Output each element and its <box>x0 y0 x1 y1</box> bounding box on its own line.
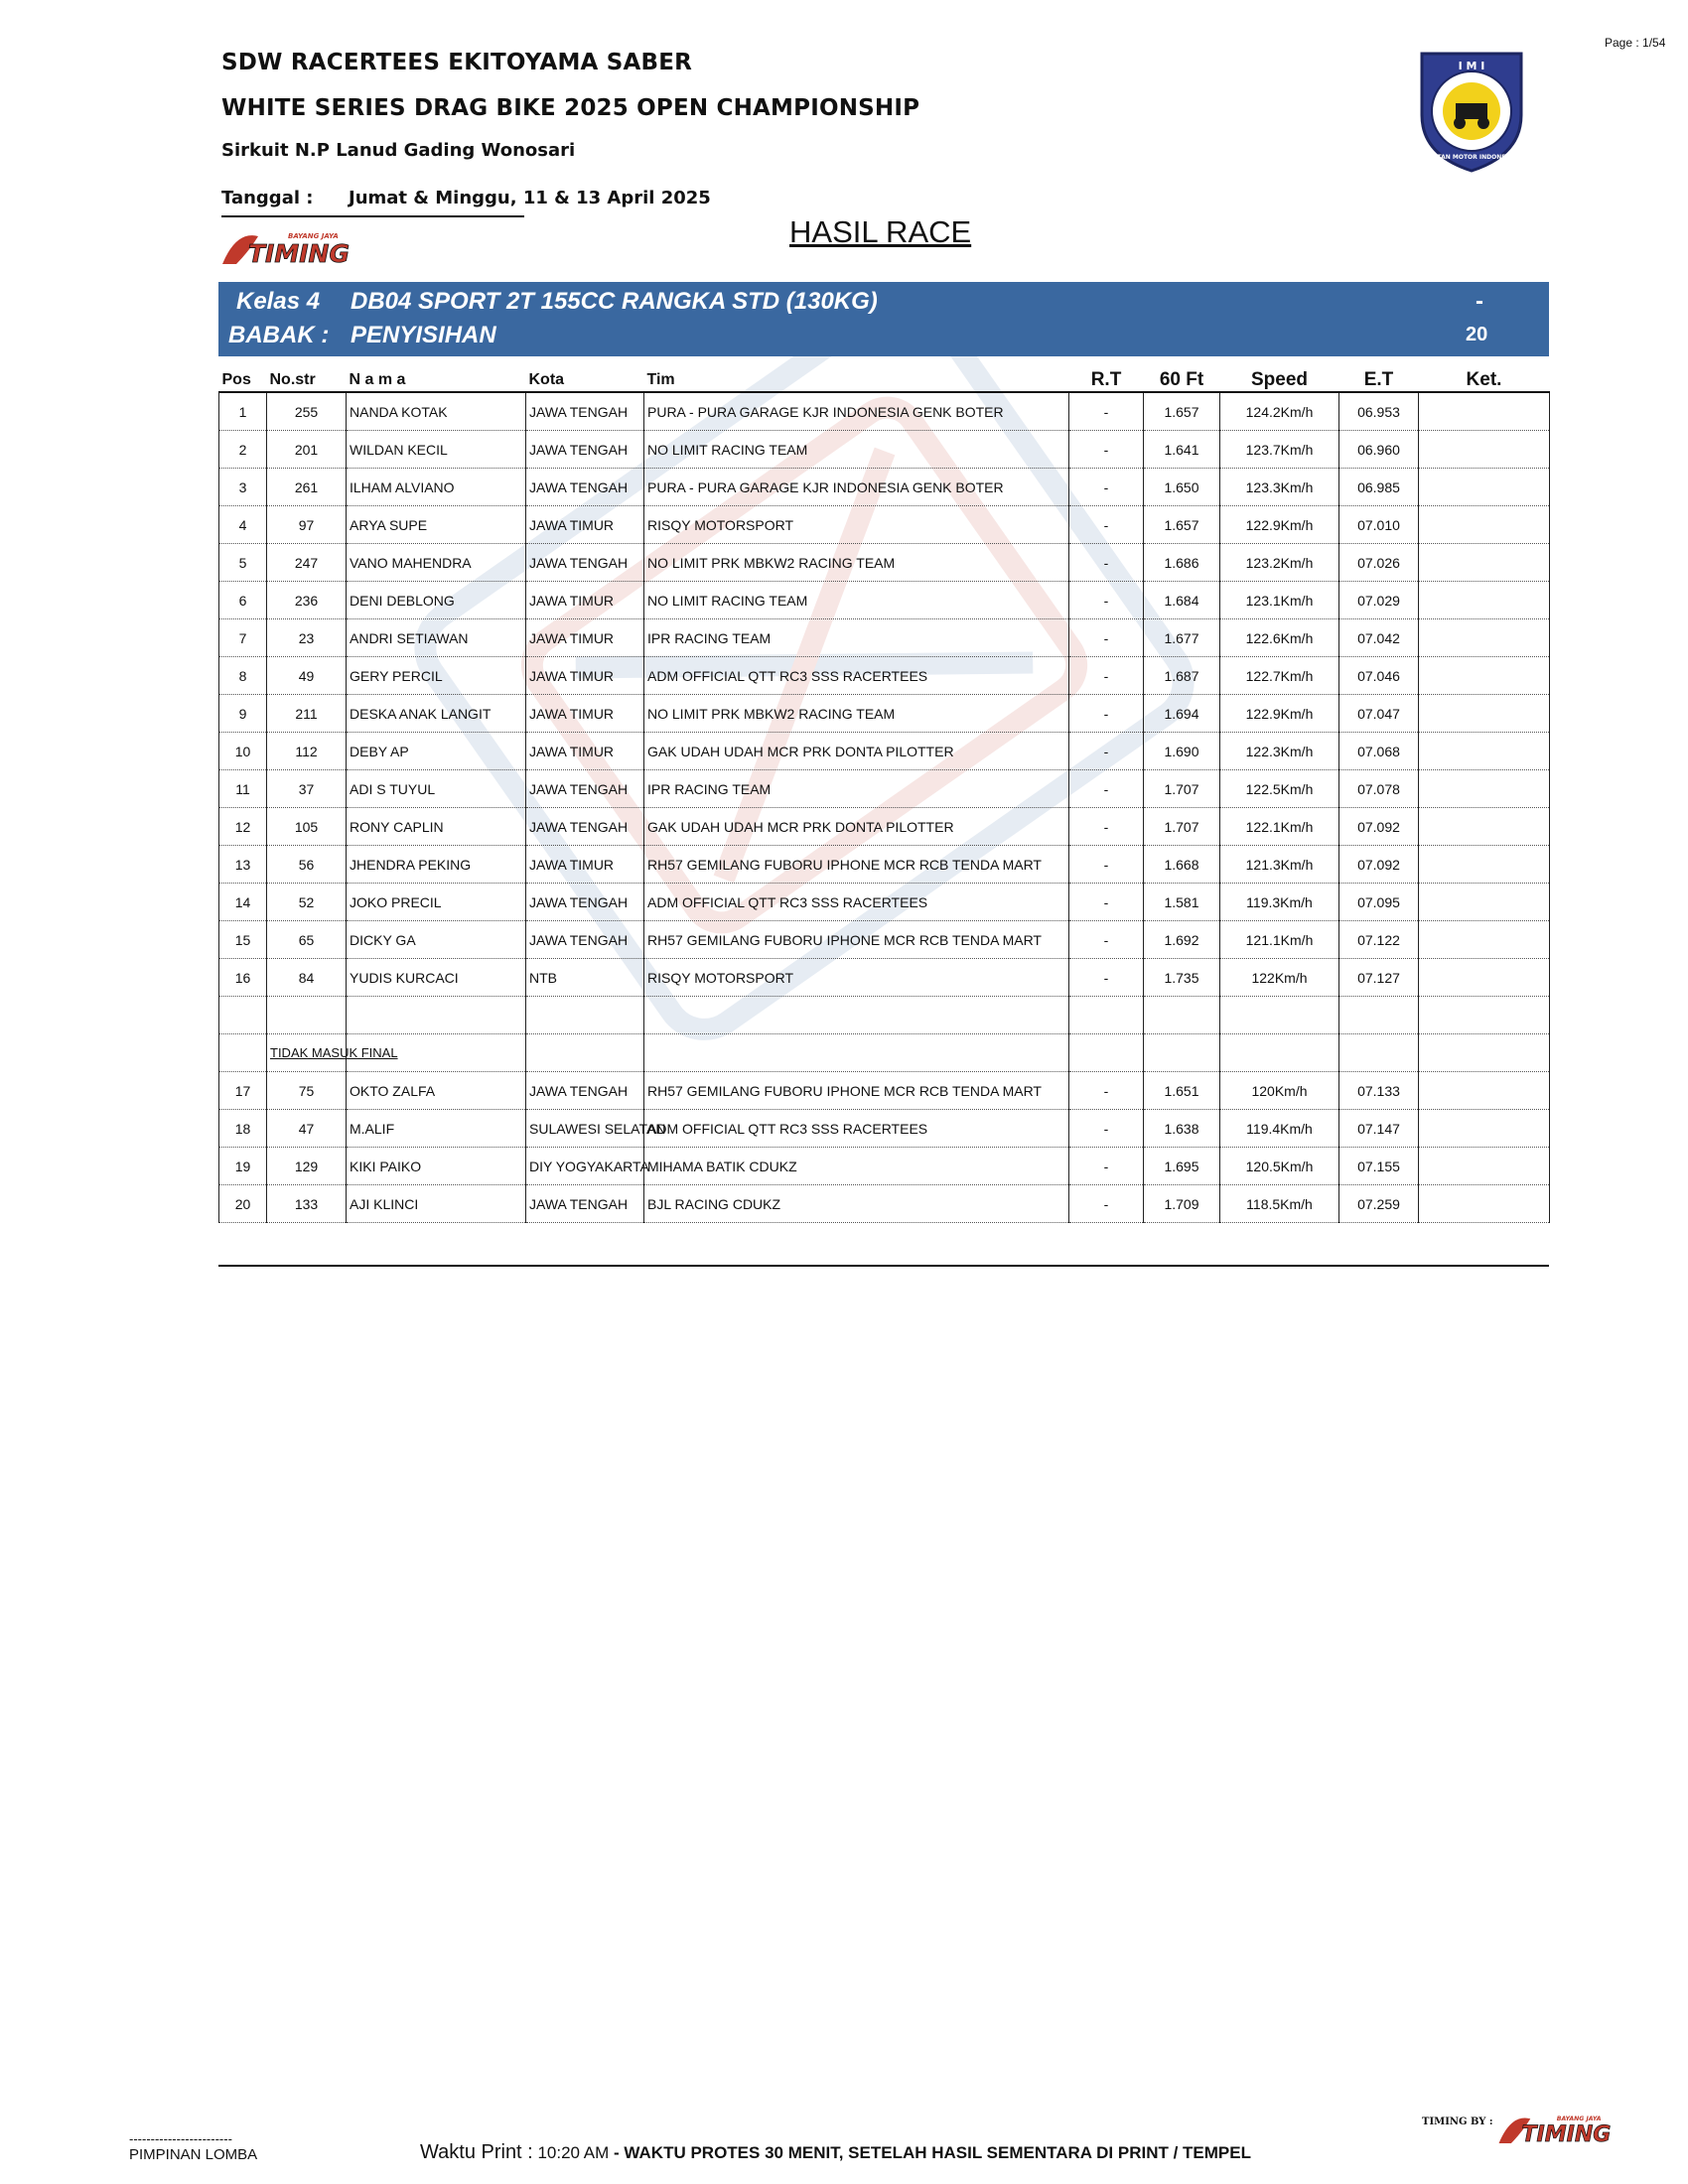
cell-tim: NO LIMIT PRK MBKW2 RACING TEAM <box>644 544 1069 582</box>
cell-tim: NO LIMIT PRK MBKW2 RACING TEAM <box>644 695 1069 733</box>
cell-speed: 120.5Km/h <box>1220 1148 1339 1185</box>
cell-pos: 15 <box>219 921 267 959</box>
cell-kota: JAWA TIMUR <box>526 695 644 733</box>
cell-ket <box>1419 431 1550 469</box>
cell-ket <box>1419 1185 1550 1223</box>
cell-tim: PURA - PURA GARAGE KJR INDONESIA GENK BOTER <box>644 392 1069 431</box>
cell-et: 07.010 <box>1339 506 1419 544</box>
cell-no-str: 49 <box>267 657 347 695</box>
cell-kota: JAWA TENGAH <box>526 469 644 506</box>
cell-no-str: 211 <box>267 695 347 733</box>
cell-nama: DEBY AP <box>347 733 526 770</box>
cell-60ft: 1.650 <box>1144 469 1220 506</box>
cell-60ft: 1.657 <box>1144 392 1220 431</box>
table-row <box>219 431 1550 469</box>
cell-60ft: 1.692 <box>1144 921 1220 959</box>
cell-speed: 121.3Km/h <box>1220 846 1339 884</box>
col-nama: N a m a <box>347 369 526 392</box>
cell-et: 06.960 <box>1339 431 1419 469</box>
cell-nama: GERY PERCIL <box>347 657 526 695</box>
table-row <box>219 1148 1550 1185</box>
results-body <box>219 392 1550 1223</box>
cell-ket <box>1419 657 1550 695</box>
timing-logo-small-text: BAYANG JAYA <box>288 232 339 240</box>
table-row <box>219 921 1550 959</box>
cell-nama: YUDIS KURCACI <box>347 959 526 997</box>
cell-no-str: 236 <box>267 582 347 619</box>
cell-nama: ARYA SUPE <box>347 506 526 544</box>
cell-kota: JAWA TIMUR <box>526 582 644 619</box>
table-bottom-rule <box>218 1265 1549 1267</box>
cell-speed: 122.1Km/h <box>1220 808 1339 846</box>
cell-60ft: 1.687 <box>1144 657 1220 695</box>
cell-tim: GAK UDAH UDAH MCR PRK DONTA PILOTTER <box>644 808 1069 846</box>
cell-kota: JAWA TENGAH <box>526 808 644 846</box>
table-row <box>219 733 1550 770</box>
cell-kota: JAWA TIMUR <box>526 619 644 657</box>
cell-60ft: 1.668 <box>1144 846 1220 884</box>
cell-60ft: 1.735 <box>1144 959 1220 997</box>
timing-by-label: TIMING BY : <box>1422 2116 1493 2127</box>
cell-pos: 17 <box>219 1072 267 1110</box>
cell-ket <box>1419 846 1550 884</box>
cell-speed: 122.7Km/h <box>1220 657 1339 695</box>
cell-pos: 3 <box>219 469 267 506</box>
cell-nama: ILHAM ALVIANO <box>347 469 526 506</box>
cell-speed: 123.3Km/h <box>1220 469 1339 506</box>
cell-no-str: 65 <box>267 921 347 959</box>
cell-pos: 9 <box>219 695 267 733</box>
cell-60ft: 1.695 <box>1144 1148 1220 1185</box>
table-row <box>219 770 1550 808</box>
cell-speed: 123.2Km/h <box>1220 544 1339 582</box>
cell-speed: 122.9Km/h <box>1220 695 1339 733</box>
cell-speed: 124.2Km/h <box>1220 392 1339 431</box>
cell-ket <box>1419 582 1550 619</box>
cell-tim: NO LIMIT RACING TEAM <box>644 431 1069 469</box>
cell-rt: - <box>1069 544 1144 582</box>
cell-kota: JAWA TIMUR <box>526 506 644 544</box>
empty-row <box>219 997 1550 1034</box>
page-title: HASIL RACE <box>789 214 972 249</box>
cell-tim: RISQY MOTORSPORT <box>644 506 1069 544</box>
col-no-str: No.str <box>267 369 347 392</box>
cell-rt: - <box>1069 695 1144 733</box>
cell-rt: - <box>1069 506 1144 544</box>
table-row <box>219 469 1550 506</box>
cell-kota: NTB <box>526 959 644 997</box>
cell-no-str: 201 <box>267 431 347 469</box>
timing-logo-footer-small-text: BAYANG JAYA <box>1556 2116 1602 2123</box>
cell-kota: JAWA TENGAH <box>526 1185 644 1223</box>
date-underline <box>221 215 524 217</box>
cell-ket <box>1419 392 1550 431</box>
cell-60ft: 1.684 <box>1144 582 1220 619</box>
cell-kota: JAWA TENGAH <box>526 770 644 808</box>
cell-tim: RH57 GEMILANG FUBORU IPHONE MCR RCB TENDA MART <box>644 921 1069 959</box>
cell-ket <box>1419 1072 1550 1110</box>
table-row <box>219 544 1550 582</box>
cell-rt: - <box>1069 392 1144 431</box>
empty-cell <box>1220 1034 1339 1072</box>
cell-pos: 20 <box>219 1185 267 1223</box>
cell-ket <box>1419 808 1550 846</box>
protest-notice: - WAKTU PROTES 30 MENIT, SETELAH HASIL SEMENTARA DI PRINT / TEMPEL <box>614 2143 1251 2162</box>
cell-no-str: 97 <box>267 506 347 544</box>
cell-rt: - <box>1069 582 1144 619</box>
cell-kota: JAWA TENGAH <box>526 884 644 921</box>
cell-no-str: 56 <box>267 846 347 884</box>
empty-cell <box>1339 1034 1419 1072</box>
cell-et: 07.078 <box>1339 770 1419 808</box>
cell-60ft: 1.638 <box>1144 1110 1220 1148</box>
timing-logo-footer-text: TIMING <box>1521 2122 1612 2148</box>
cell-kota: DIY YOGYAKARTA <box>526 1148 644 1185</box>
cell-et: 07.147 <box>1339 1110 1419 1148</box>
empty-cell <box>267 997 347 1034</box>
cell-kota: SULAWESI SELATAN <box>526 1110 644 1148</box>
cell-et: 07.133 <box>1339 1072 1419 1110</box>
col-rt: R.T <box>1069 369 1144 392</box>
cell-no-str: 129 <box>267 1148 347 1185</box>
cell-tim: IPR RACING TEAM <box>644 619 1069 657</box>
date-value: Jumat & Minggu, 11 & 13 April 2025 <box>349 188 711 208</box>
cell-kota: JAWA TENGAH <box>526 1072 644 1110</box>
cell-no-str: 84 <box>267 959 347 997</box>
cell-pos: 18 <box>219 1110 267 1148</box>
cell-nama: AJI KLINCI <box>347 1185 526 1223</box>
table-row <box>219 846 1550 884</box>
cell-pos: 12 <box>219 808 267 846</box>
cell-tim: NO LIMIT RACING TEAM <box>644 582 1069 619</box>
cell-speed: 120Km/h <box>1220 1072 1339 1110</box>
cell-no-str: 133 <box>267 1185 347 1223</box>
table-row <box>219 392 1550 431</box>
cell-ket <box>1419 1110 1550 1148</box>
cell-pos: 2 <box>219 431 267 469</box>
cell-speed: 119.4Km/h <box>1220 1110 1339 1148</box>
banner-right-top: - <box>1476 288 1483 315</box>
cell-pos: 19 <box>219 1148 267 1185</box>
cell-60ft: 1.657 <box>1144 506 1220 544</box>
imi-logo-ring-text: IKATAN MOTOR INDONESIA <box>1426 154 1517 161</box>
cell-pos: 5 <box>219 544 267 582</box>
page-number: Page : 1/54 <box>1605 36 1666 50</box>
cell-pos: 13 <box>219 846 267 884</box>
cell-nama: ADI S TUYUL <box>347 770 526 808</box>
cell-60ft: 1.581 <box>1144 884 1220 921</box>
cell-rt: - <box>1069 733 1144 770</box>
col-et: E.T <box>1339 369 1419 392</box>
cell-60ft: 1.707 <box>1144 808 1220 846</box>
cell-ket <box>1419 619 1550 657</box>
table-row <box>219 657 1550 695</box>
cell-rt: - <box>1069 469 1144 506</box>
cell-et: 07.047 <box>1339 695 1419 733</box>
cell-pos: 10 <box>219 733 267 770</box>
cell-pos: 6 <box>219 582 267 619</box>
cell-ket <box>1419 469 1550 506</box>
cell-et: 07.092 <box>1339 846 1419 884</box>
cell-tim: GAK UDAH UDAH MCR PRK DONTA PILOTTER <box>644 733 1069 770</box>
cell-rt: - <box>1069 770 1144 808</box>
empty-cell <box>347 997 526 1034</box>
cell-rt: - <box>1069 1110 1144 1148</box>
empty-cell <box>1069 997 1144 1034</box>
cell-no-str: 37 <box>267 770 347 808</box>
timing-logo-icon <box>218 226 387 268</box>
cell-speed: 122.9Km/h <box>1220 506 1339 544</box>
cell-speed: 121.1Km/h <box>1220 921 1339 959</box>
cell-nama: RONY CAPLIN <box>347 808 526 846</box>
cell-rt: - <box>1069 431 1144 469</box>
empty-cell <box>1220 997 1339 1034</box>
cell-tim: IPR RACING TEAM <box>644 770 1069 808</box>
cell-kota: JAWA TENGAH <box>526 431 644 469</box>
section-label-row <box>219 1034 1550 1072</box>
table-row <box>219 884 1550 921</box>
cell-ket <box>1419 921 1550 959</box>
cell-60ft: 1.677 <box>1144 619 1220 657</box>
cell-tim: MIHAMA BATIK CDUKZ <box>644 1148 1069 1185</box>
cell-rt: - <box>1069 846 1144 884</box>
cell-kota: JAWA TIMUR <box>526 733 644 770</box>
cell-rt: - <box>1069 1185 1144 1223</box>
cell-et: 07.029 <box>1339 582 1419 619</box>
cell-nama: M.ALIF <box>347 1110 526 1148</box>
cell-pos: 4 <box>219 506 267 544</box>
cell-ket <box>1419 695 1550 733</box>
empty-cell <box>219 997 267 1034</box>
cell-60ft: 1.641 <box>1144 431 1220 469</box>
cell-60ft: 1.694 <box>1144 695 1220 733</box>
cell-et: 07.026 <box>1339 544 1419 582</box>
cell-et: 07.127 <box>1339 959 1419 997</box>
cell-kota: JAWA TENGAH <box>526 921 644 959</box>
cell-no-str: 247 <box>267 544 347 582</box>
cell-speed: 119.3Km/h <box>1220 884 1339 921</box>
championship-title: WHITE SERIES DRAG BIKE 2025 OPEN CHAMPIONSHIP <box>221 95 920 121</box>
cell-kota: JAWA TIMUR <box>526 657 644 695</box>
cell-speed: 122.5Km/h <box>1220 770 1339 808</box>
col-60ft: 60 Ft <box>1144 369 1220 392</box>
cell-no-str: 23 <box>267 619 347 657</box>
empty-cell <box>1144 1034 1220 1072</box>
table-row <box>219 1110 1550 1148</box>
cell-nama: VANO MAHENDRA <box>347 544 526 582</box>
cell-no-str: 105 <box>267 808 347 846</box>
cell-speed: 122.3Km/h <box>1220 733 1339 770</box>
tidak-masuk-final-label: TIDAK MASUK FINAL <box>270 1045 398 1060</box>
results-table <box>218 369 1550 1223</box>
cell-nama: NANDA KOTAK <box>347 392 526 431</box>
table-header-row <box>219 369 1550 392</box>
cell-rt: - <box>1069 959 1144 997</box>
cell-rt: - <box>1069 1072 1144 1110</box>
cell-pos: 8 <box>219 657 267 695</box>
kelas-value: DB04 SPORT 2T 155CC RANGKA STD (130KG) <box>351 288 878 315</box>
table-row <box>219 619 1550 657</box>
cell-tim: ADM OFFICIAL QTT RC3 SSS RACERTEES <box>644 657 1069 695</box>
cell-60ft: 1.686 <box>1144 544 1220 582</box>
participant-count: 20 <box>1466 324 1488 345</box>
table-row <box>219 1072 1550 1110</box>
table-row <box>219 582 1550 619</box>
cell-et: 07.068 <box>1339 733 1419 770</box>
cell-pos: 16 <box>219 959 267 997</box>
cell-speed: 118.5Km/h <box>1220 1185 1339 1223</box>
cell-et: 06.985 <box>1339 469 1419 506</box>
cell-nama: DENI DEBLONG <box>347 582 526 619</box>
cell-tim: PURA - PURA GARAGE KJR INDONESIA GENK BOTER <box>644 469 1069 506</box>
circuit-name: Sirkuit N.P Lanud Gading Wonosari <box>221 140 576 161</box>
cell-no-str: 261 <box>267 469 347 506</box>
cell-pos: 11 <box>219 770 267 808</box>
imi-logo-icon <box>1412 46 1531 175</box>
col-ket: Ket. <box>1419 369 1550 392</box>
cell-tim: RISQY MOTORSPORT <box>644 959 1069 997</box>
cell-kota: JAWA TIMUR <box>526 846 644 884</box>
cell-no-str: 255 <box>267 392 347 431</box>
cell-et: 07.092 <box>1339 808 1419 846</box>
cell-et: 07.046 <box>1339 657 1419 695</box>
empty-cell <box>1069 1034 1144 1072</box>
cell-nama: DICKY GA <box>347 921 526 959</box>
table-row <box>219 808 1550 846</box>
cell-tim: BJL RACING CDUKZ <box>644 1185 1069 1223</box>
cell-rt: - <box>1069 921 1144 959</box>
cell-60ft: 1.709 <box>1144 1185 1220 1223</box>
col-tim: Tim <box>644 369 1069 392</box>
timing-logo-text: TIMING <box>248 239 350 268</box>
cell-tim: ADM OFFICIAL QTT RC3 SSS RACERTEES <box>644 884 1069 921</box>
babak-value: PENYISIHAN <box>351 322 496 348</box>
table-row <box>219 1185 1550 1223</box>
empty-cell <box>1419 1034 1550 1072</box>
cell-60ft: 1.690 <box>1144 733 1220 770</box>
cell-rt: - <box>1069 619 1144 657</box>
cell-speed: 122Km/h <box>1220 959 1339 997</box>
empty-cell <box>526 997 644 1034</box>
timing-logo-footer-icon <box>1495 2107 1644 2150</box>
table-row <box>219 959 1550 997</box>
cell-rt: - <box>1069 657 1144 695</box>
empty-cell <box>644 997 1069 1034</box>
section-label-cell <box>267 1034 398 1072</box>
cell-nama: JHENDRA PEKING <box>347 846 526 884</box>
date-row <box>221 188 711 208</box>
cell-tim: RH57 GEMILANG FUBORU IPHONE MCR RCB TENDA MART <box>644 846 1069 884</box>
empty-cell <box>219 1034 267 1072</box>
print-time-label: Waktu Print : <box>420 2141 533 2163</box>
cell-et: 07.122 <box>1339 921 1419 959</box>
cell-ket <box>1419 544 1550 582</box>
empty-cell <box>644 1034 1069 1072</box>
cell-rt: - <box>1069 1148 1144 1185</box>
cell-no-str: 75 <box>267 1072 347 1110</box>
cell-nama: OKTO ZALFA <box>347 1072 526 1110</box>
print-info <box>420 2141 1251 2164</box>
empty-cell <box>1339 997 1419 1034</box>
cell-et: 07.042 <box>1339 619 1419 657</box>
cell-60ft: 1.707 <box>1144 770 1220 808</box>
cell-et: 07.095 <box>1339 884 1419 921</box>
cell-speed: 122.6Km/h <box>1220 619 1339 657</box>
cell-no-str: 47 <box>267 1110 347 1148</box>
print-time-value: 10:20 AM <box>537 2143 610 2162</box>
cell-pos: 7 <box>219 619 267 657</box>
cell-ket <box>1419 1148 1550 1185</box>
pimpinan-lomba: PIMPINAN LOMBA <box>129 2146 258 2163</box>
cell-et: 07.259 <box>1339 1185 1419 1223</box>
cell-nama: JOKO PRECIL <box>347 884 526 921</box>
cell-ket <box>1419 733 1550 770</box>
class-banner <box>218 282 1549 356</box>
cell-60ft: 1.651 <box>1144 1072 1220 1110</box>
empty-cell <box>1419 997 1550 1034</box>
cell-ket <box>1419 959 1550 997</box>
cell-ket <box>1419 506 1550 544</box>
kelas-label: Kelas 4 <box>236 288 321 315</box>
cell-rt: - <box>1069 808 1144 846</box>
cell-tim: ADM OFFICIAL QTT RC3 SSS RACERTEES <box>644 1110 1069 1148</box>
babak-label: BABAK : <box>228 322 330 348</box>
cell-pos: 14 <box>219 884 267 921</box>
cell-ket <box>1419 884 1550 921</box>
cell-ket <box>1419 770 1550 808</box>
cell-tim: RH57 GEMILANG FUBORU IPHONE MCR RCB TENDA MART <box>644 1072 1069 1110</box>
imi-logo-text: I M I <box>1458 60 1485 72</box>
cell-nama: ANDRI SETIAWAN <box>347 619 526 657</box>
cell-rt: - <box>1069 884 1144 921</box>
empty-cell <box>1144 997 1220 1034</box>
empty-cell <box>526 1034 644 1072</box>
col-speed: Speed <box>1220 369 1339 392</box>
table-row <box>219 695 1550 733</box>
cell-no-str: 52 <box>267 884 347 921</box>
event-title: SDW RACERTEES EKITOYAMA SABER <box>221 50 693 75</box>
cell-pos: 1 <box>219 392 267 431</box>
signature-line: ------------------------ <box>129 2131 232 2146</box>
cell-speed: 123.1Km/h <box>1220 582 1339 619</box>
cell-et: 07.155 <box>1339 1148 1419 1185</box>
cell-nama: KIKI PAIKO <box>347 1148 526 1185</box>
date-label: Tanggal : <box>221 188 314 208</box>
col-pos: Pos <box>219 369 267 392</box>
cell-kota: JAWA TENGAH <box>526 392 644 431</box>
cell-nama: WILDAN KECIL <box>347 431 526 469</box>
cell-no-str: 112 <box>267 733 347 770</box>
cell-speed: 123.7Km/h <box>1220 431 1339 469</box>
cell-et: 06.953 <box>1339 392 1419 431</box>
col-kota: Kota <box>526 369 644 392</box>
cell-nama: DESKA ANAK LANGIT <box>347 695 526 733</box>
table-row <box>219 506 1550 544</box>
cell-kota: JAWA TENGAH <box>526 544 644 582</box>
